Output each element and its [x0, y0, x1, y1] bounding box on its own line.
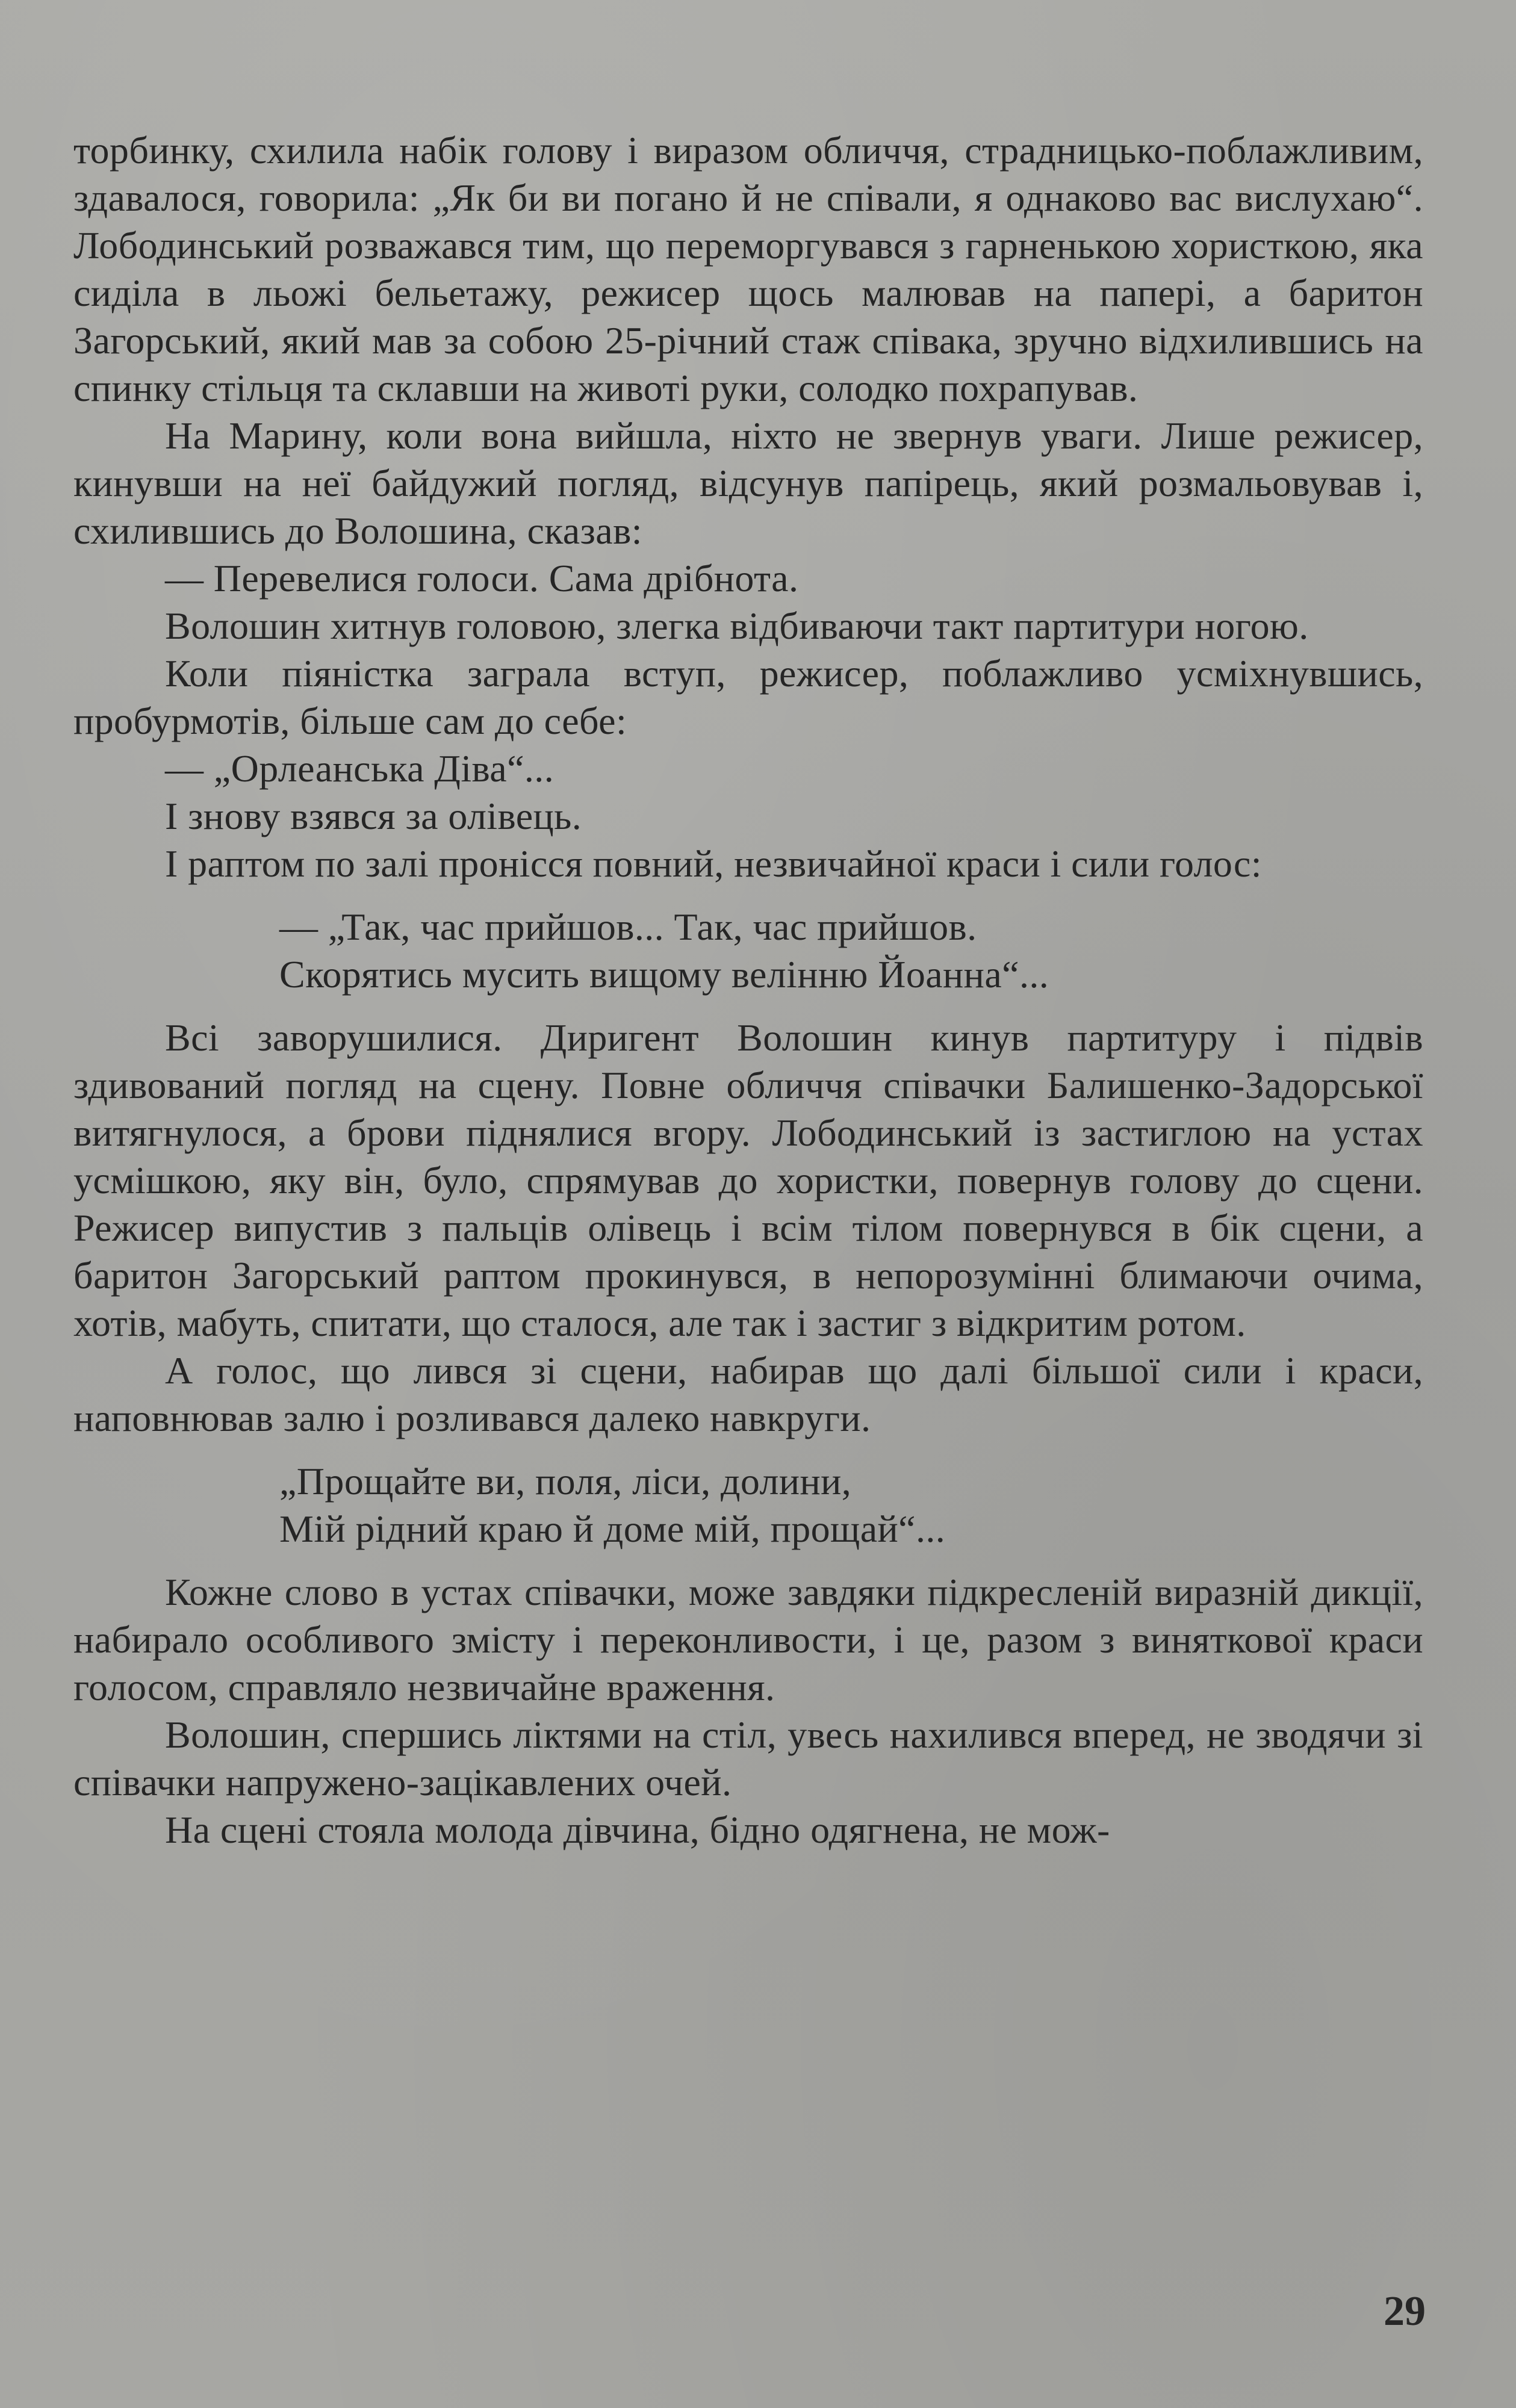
paragraph-1: торбинку, схилила набік голову і виразом обличчя, страдницько-поблажливим, здавалося, говорила: „Як би ви погано й не співали, я однаково вас вислухаю“. Лободинський розважався тим, що переморгувався з гарненькою хористкою, яка сиділа в льожі бельетажу, режисер щось малював на папері, а баритон Загорський, який мав за собою 25-річний стаж співака, зручно відхилившись на спинку стільця та склавши на животі руки, солодко похрапував.: [73, 129, 1423, 409]
verse-2-line-1: „Прощайте ви, поля, ліси, долини,: [279, 1460, 852, 1503]
dialogue-2: — „Орлеанська Діва“...: [165, 747, 555, 790]
page-number: 29: [1384, 2288, 1426, 2335]
verse-1-line-2: Скорятись мусить вищому велінню Йоанна“...: [279, 953, 1049, 996]
paragraph-3: Волошин хитнув головою, злегка відбиваючи такт партитури ногою.: [165, 604, 1309, 647]
paragraph-10: Волошин, спершись ліктями на стіл, увесь нахилився вперед, не зводячи зі співачки напружено-зацікавлених очей.: [73, 1713, 1423, 1804]
body-text: [73, 126, 1423, 1854]
dialogue-1: — Перевелися голоси. Сама дрібнота.: [165, 557, 799, 600]
verse-1-line-1: — „Так, час прийшов... Так, час прийшов.: [279, 905, 977, 948]
paragraph-11: На сцені стояла молода дівчина, бідно одягнена, не мож-: [165, 1808, 1110, 1851]
paragraph-2: На Марину, коли вона вийшла, ніхто не звернув уваги. Лише режисер, кинувши на неї байдужий погляд, відсунув папірець, який розмальовував і, схилившись до Волошина, сказав:: [73, 414, 1423, 552]
paragraph-7: Всі заворушилися. Диригент Волошин кинув партитуру і підвів здивований погляд на сцену. Повне обличчя співачки Балишенко-Задорської витягнулося, а брови піднялися вгору. Лободинський із застиглою на устах усмішкою, яку він, було, спрямував до хористки, повернув голову до сцени. Режисер випустив з пальців олівець і всім тілом повернувся в бік сцени, а баритон Загорський раптом прокинувся, в непорозумінні блимаючи очима, хотів, мабуть, спитати, що сталося, але так і застиг з відкритим ротом.: [73, 1016, 1423, 1344]
paragraph-9: Кожне слово в устах співачки, може завдяки підкресленій виразній дикції, набирало особливого змісту і переконливости, і це, разом з виняткової краси голосом, справляло незвичайне враження.: [73, 1571, 1423, 1708]
verse-2-line-2: Мій рідний краю й доме мій, прощай“...: [279, 1507, 946, 1550]
paragraph-8: А голос, що лився зі сцени, набирав що далі більшої сили і краси, наповнював залю і розливався далеко навкруги.: [73, 1349, 1423, 1439]
verse-2: [73, 1457, 1423, 1553]
paragraph-6: І раптом по залі пронісся повний, незвичайної краси і сили голос:: [165, 842, 1262, 885]
paragraph-5: І знову взявся за олівець.: [165, 795, 582, 837]
paragraph-4: Коли піяністка заграла вступ, режисер, поблажливо усміхнувшись, пробурмотів, більше сам до себе:: [73, 652, 1423, 742]
verse-1: [73, 903, 1423, 998]
